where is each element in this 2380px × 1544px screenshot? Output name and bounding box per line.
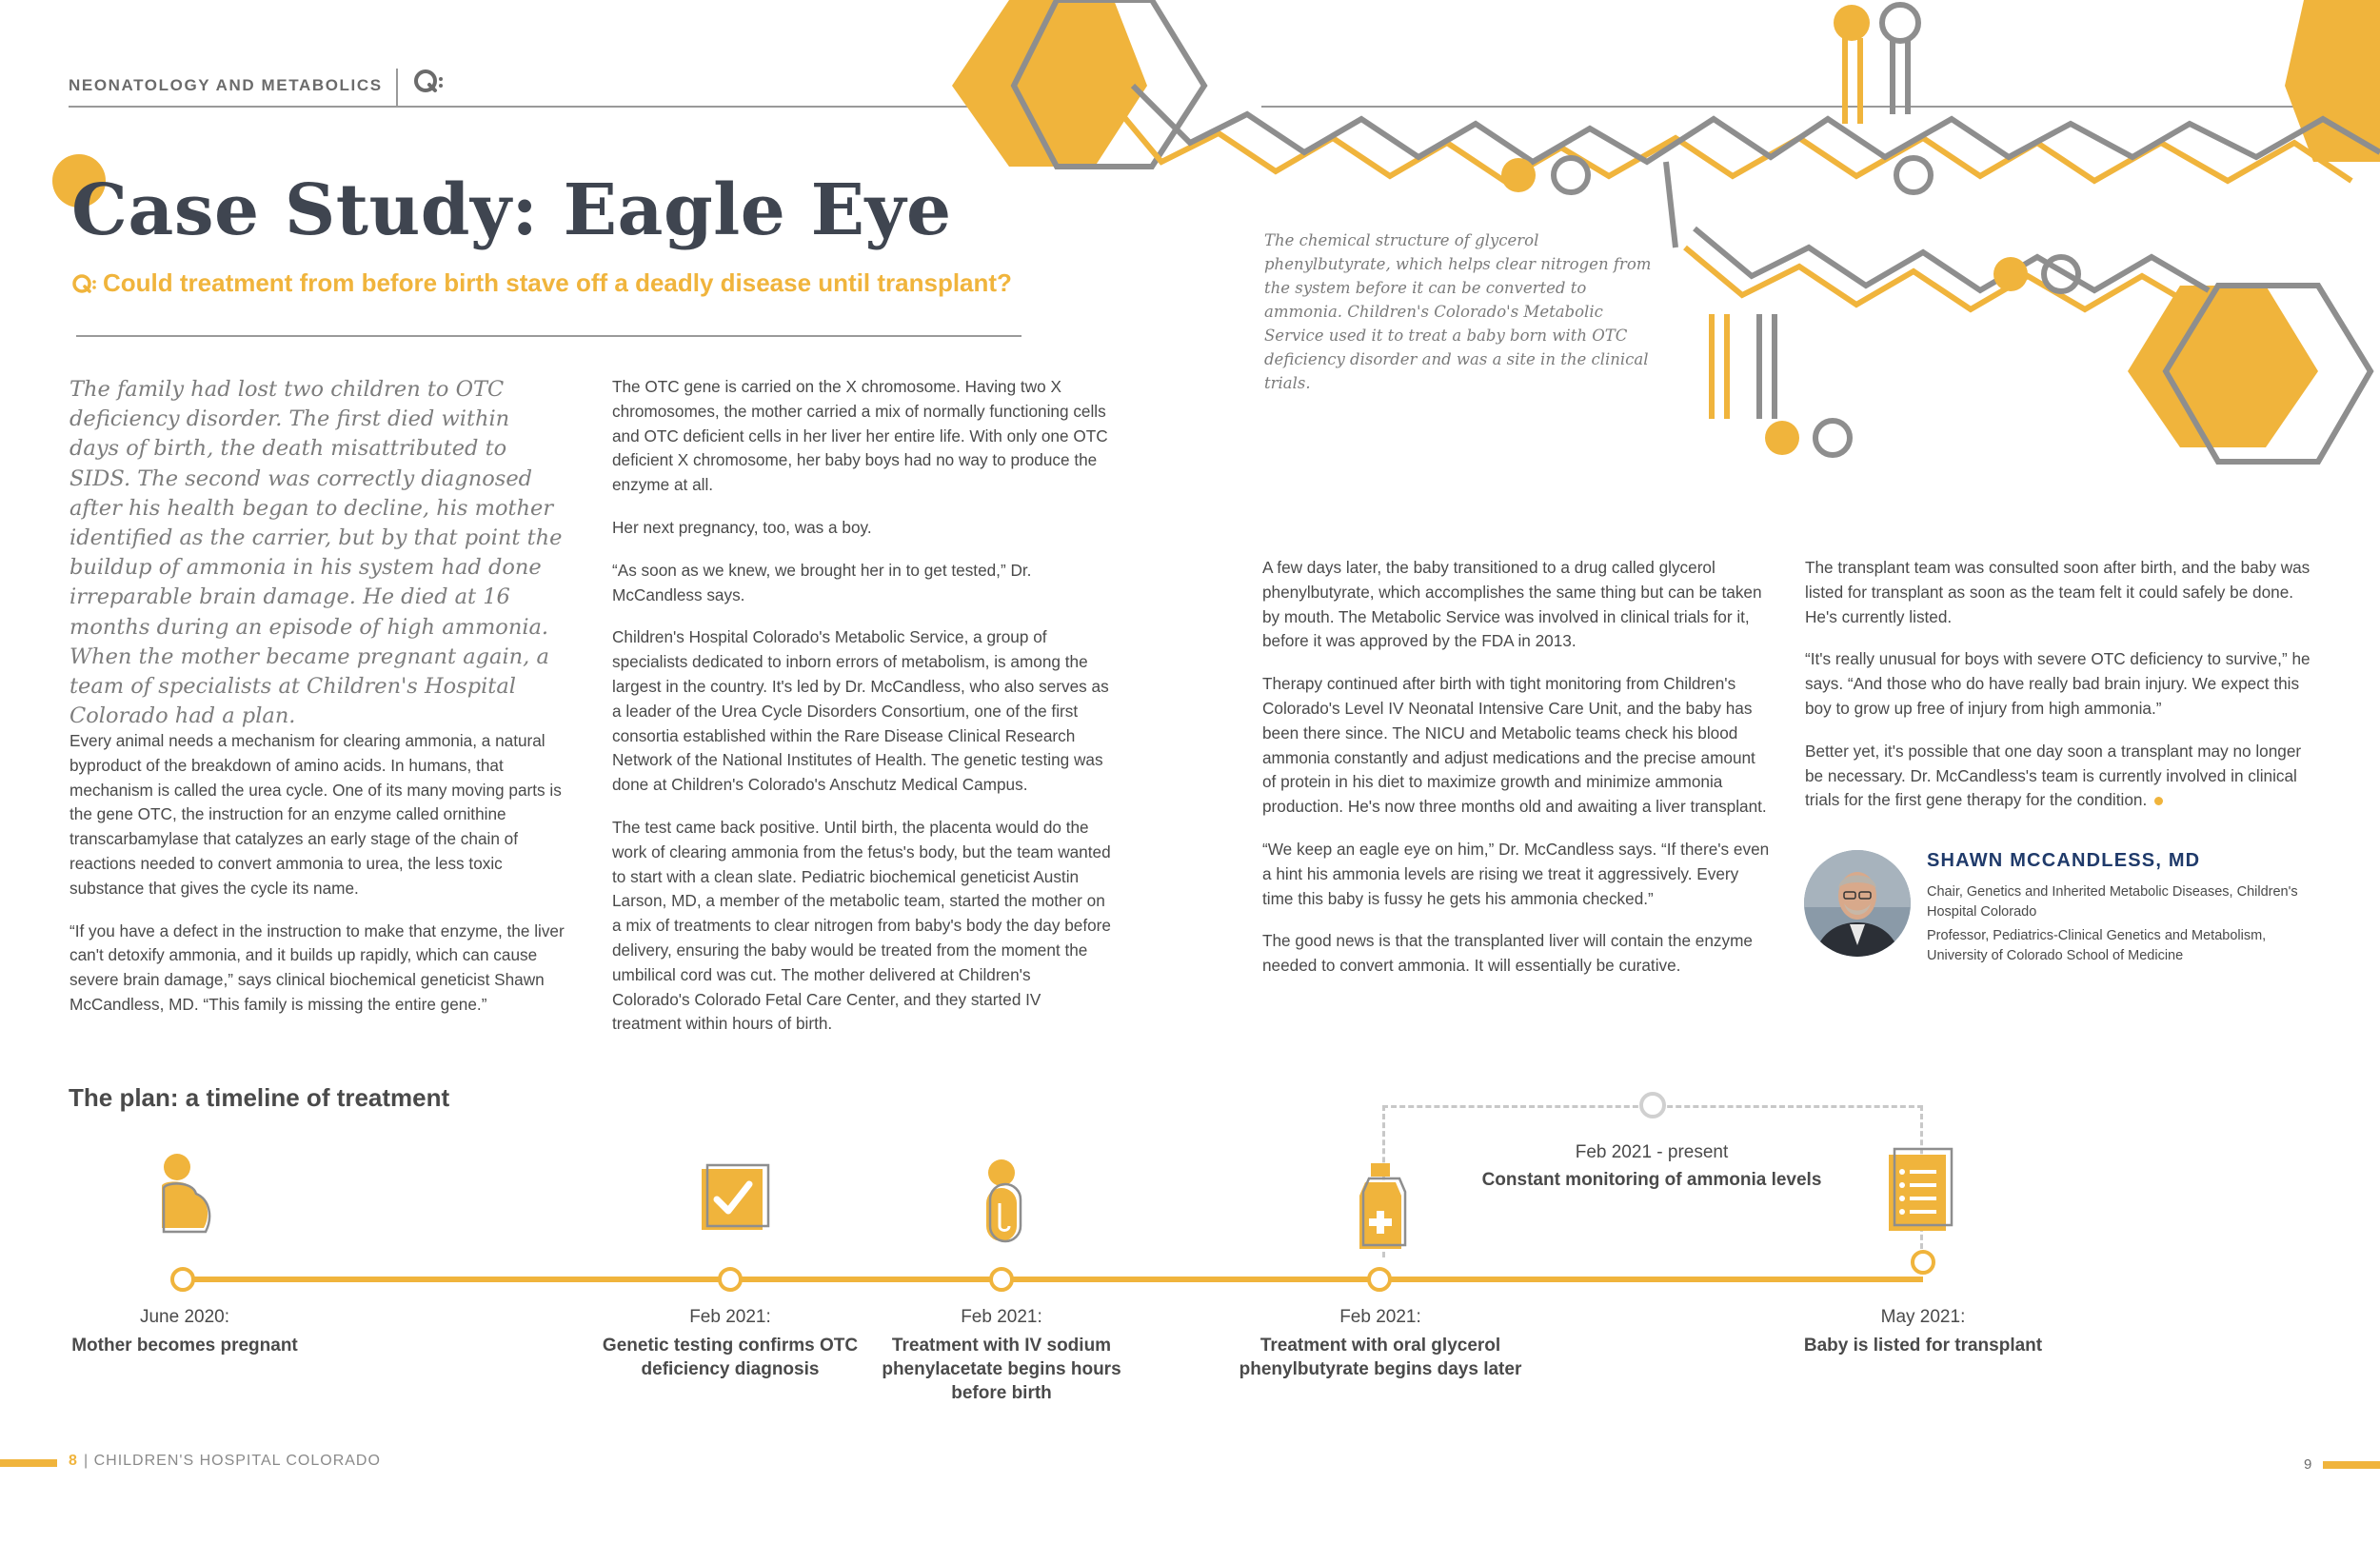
- bio-role: Chair, Genetics and Inherited Metabolic Diseases, Children's Hospital Colorado: [1927, 884, 2298, 920]
- footer-accent-bar: [0, 1459, 57, 1467]
- paragraph: A few days later, the baby transitioned to a drug called glycerol phenylbutyrate, which accomplishes the same thing but can be taken by mouth. The Metabolic Service was involved in clinical trials for it, before it was approved by the FDA in 2013.: [1262, 558, 1762, 651]
- timeline-dot: [1639, 1092, 1666, 1118]
- event-date: Feb 2021:: [689, 1307, 771, 1327]
- paragraph: Therapy continued after birth with tight monitoring from Children's Colorado's Level IV Neonatal Intensive Care Unit, and the baby has been there since. The NICU and Metabolic teams check his blood ammonia constantly and adjust medications and the precise amount of protein in his diet to maximize growth and minimize ammonia production. He's now three months old and awaiting a liver transplant.: [1262, 674, 1767, 817]
- bio-role: Professor, Pediatrics-Clinical Genetics and Metabolism, University of Colorado School of Medicine: [1927, 928, 2267, 963]
- illustration-caption: The chemical structure of glycerol phenylbutyrate, which helps clear nitrogen from the system before it can be converted to ammonia. Children's Colorado's Metabolic Service used it to treat a baby born with OTC deficiency disorder and was a site in the clinical trials.: [1264, 231, 1652, 392]
- monitoring-label: Constant monitoring of ammonia levels: [1481, 1170, 1822, 1190]
- timeline-dot: [1911, 1250, 1935, 1275]
- paragraph: The transplant team was consulted soon after birth, and the baby was listed for transplant as soon as the team felt it could safely be done. He's currently listed.: [1805, 558, 2311, 626]
- section-label: NEONATOLOGY AND METABOLICS: [69, 76, 383, 94]
- paragraph: Her next pregnancy, too, was a boy.: [612, 517, 872, 537]
- checkbox-icon: [698, 1163, 774, 1239]
- paragraph: Every animal needs a mechanism for clearing ammonia, a natural byproduct of the breakdown of amino acids. In humans, that mechanism is called the urea cycle. One of its many moving parts is the gene OTC, the instruction for an enzyme called ornithine transcarbamylase that catalyzes an early stage of the chain of reactions needed to convert ammonia to urea, the less toxic substance that gives the cycle its name.: [69, 731, 562, 898]
- paragraph: “If you have a defect in the instruction to make that enzyme, the liver can't detoxify ammonia, and it builds up rapidly, which can cause severe brain damage,” says clinical biochemical geneticist Shawn McCandless, MD. “This family is missing the entire gene.”: [69, 920, 565, 1014]
- event-label: Mother becomes pregnant: [71, 1336, 298, 1356]
- body-column-3: [1262, 556, 1772, 997]
- event-label: Baby is listed for transplant: [1803, 1336, 2043, 1356]
- end-mark-icon: [2154, 797, 2163, 805]
- avatar: [1804, 850, 1911, 957]
- pregnant-person-icon: [152, 1152, 219, 1247]
- event-date: May 2021:: [1880, 1307, 1966, 1327]
- timeline-dot: [718, 1267, 743, 1292]
- paragraph: Children's Hospital Colorado's Metabolic Service, a group of specialists dedicated to inborn errors of metabolism, is among the largest in the country. It's led by Dr. McCandless, who also serves as a leader of the Urea Cycle Disorders Consortium, one of the first consortia established within the Rare Disease Clinical Research Network of the National Institutes of Health. The genetic testing was done at Children's Colorado's Anschutz Medical Campus.: [612, 627, 1109, 795]
- page-title: Case Study: Eagle Eye: [71, 169, 952, 251]
- page-number-right: 9: [2304, 1456, 2312, 1473]
- q-logo-icon: [411, 65, 446, 99]
- timeline-heading: The plan: a timeline of treatment: [69, 1083, 450, 1112]
- fetus-icon: [981, 1156, 1028, 1251]
- lead-paragraph: The family had lost two children to OTC deficiency disorder. The first died within days of birth, the death misattributed to SIDS. The second was correctly diagnosed after his health began to decline, his mother identified as the carrier, but by that point the buildup of ammonia in his system had done irreparable brain damage. He died at 16 months during an episode of high ammonia. When the mother became pregnant again, a team of specialists at Children's Hospital Colorado had a plan.: [69, 377, 563, 729]
- paragraph: The good news is that the transplanted liver will contain the enzyme needed to convert ammonia. It will essentially be curative.: [1262, 931, 1753, 976]
- bio-name: SHAWN MCCANDLESS, MD: [1927, 850, 2201, 871]
- paragraph: The test came back positive. Until birth, the placenta would do the work of clearing ammonia from the fetus's body, but the team wanted to start with a clean slate. Pediatric biochemical geneticist Austin Larson, MD, a member of the metabolic team, started the mother on a mix of treatments to clear nitrogen from baby's body the day before delivery, ensuring the baby would be treated from the moment the umbilical cord was cut. The mother delivered at Children's Colorado's Colorado Fetal Care Center, and they started IV treatment within hours of birth.: [612, 817, 1111, 1034]
- paragraph: “As soon as we knew, we brought her in to get tested,” Dr. McCandless says.: [612, 560, 1032, 604]
- body-column-1: [69, 729, 565, 1036]
- timeline-line: [183, 1277, 1923, 1282]
- timeline-dot: [989, 1267, 1014, 1292]
- event-date: Feb 2021:: [961, 1307, 1042, 1327]
- event-label: Treatment with oral glycerol phenylbutyrate begins days later: [1239, 1336, 1522, 1379]
- timeline-dot: [170, 1267, 195, 1292]
- page-number-left: 8: [69, 1453, 77, 1469]
- paragraph: “We keep an eagle eye on him,” Dr. McCandless says. “If there's even a hint his ammonia levels are rising we treat it aggressively. Every time this baby is fussy he gets his ammonia checked.”: [1262, 839, 1770, 908]
- paragraph: The OTC gene is carried on the X chromosome. Having two X chromosomes, the mother carried a mix of normally functioning cells and OTC deficient cells in her liver her entire life. With only one OTC deficient X chromosome, her baby boys had no way to produce the enzyme at all.: [612, 377, 1108, 495]
- monitoring-date: Feb 2021 - present: [1575, 1142, 1729, 1162]
- event-date: June 2020:: [139, 1307, 230, 1327]
- event-label: Genetic testing confirms OTC deficiency diagnosis: [602, 1336, 859, 1379]
- paragraph: “It's really unusual for boys with severe OTC deficiency to survive,” he says. “And those who do have really bad brain injury. We expect this boy to grow up free of injury from high ammonia.”: [1805, 649, 2311, 718]
- footer-publication: | CHILDREN'S HOSPITAL COLORADO: [84, 1453, 381, 1469]
- q-logo-icon: [70, 271, 97, 298]
- medicine-bottle-icon: [1352, 1161, 1409, 1257]
- event-label: Treatment with IV sodium phenylacetate begins hours before birth: [882, 1336, 1121, 1403]
- checklist-icon: [1885, 1147, 1957, 1238]
- paragraph-text: Better yet, it's possible that one day soon a transplant may no longer be necessary. Dr. McCandless's team is currently involved in clinical trials for the first gene therapy for the condition.: [1805, 741, 2302, 810]
- subtitle: Could treatment from before birth stave off a deadly disease until transplant?: [103, 268, 1012, 297]
- header-divider: [396, 69, 398, 107]
- body-column-4: [1805, 556, 2319, 831]
- event-date: Feb 2021:: [1339, 1307, 1421, 1327]
- timeline-dot: [1367, 1267, 1392, 1292]
- footer-accent-bar: [2323, 1461, 2380, 1469]
- subtitle-rule: [76, 335, 1021, 337]
- body-column-2: [612, 375, 1112, 1055]
- paragraph: [1805, 740, 2319, 813]
